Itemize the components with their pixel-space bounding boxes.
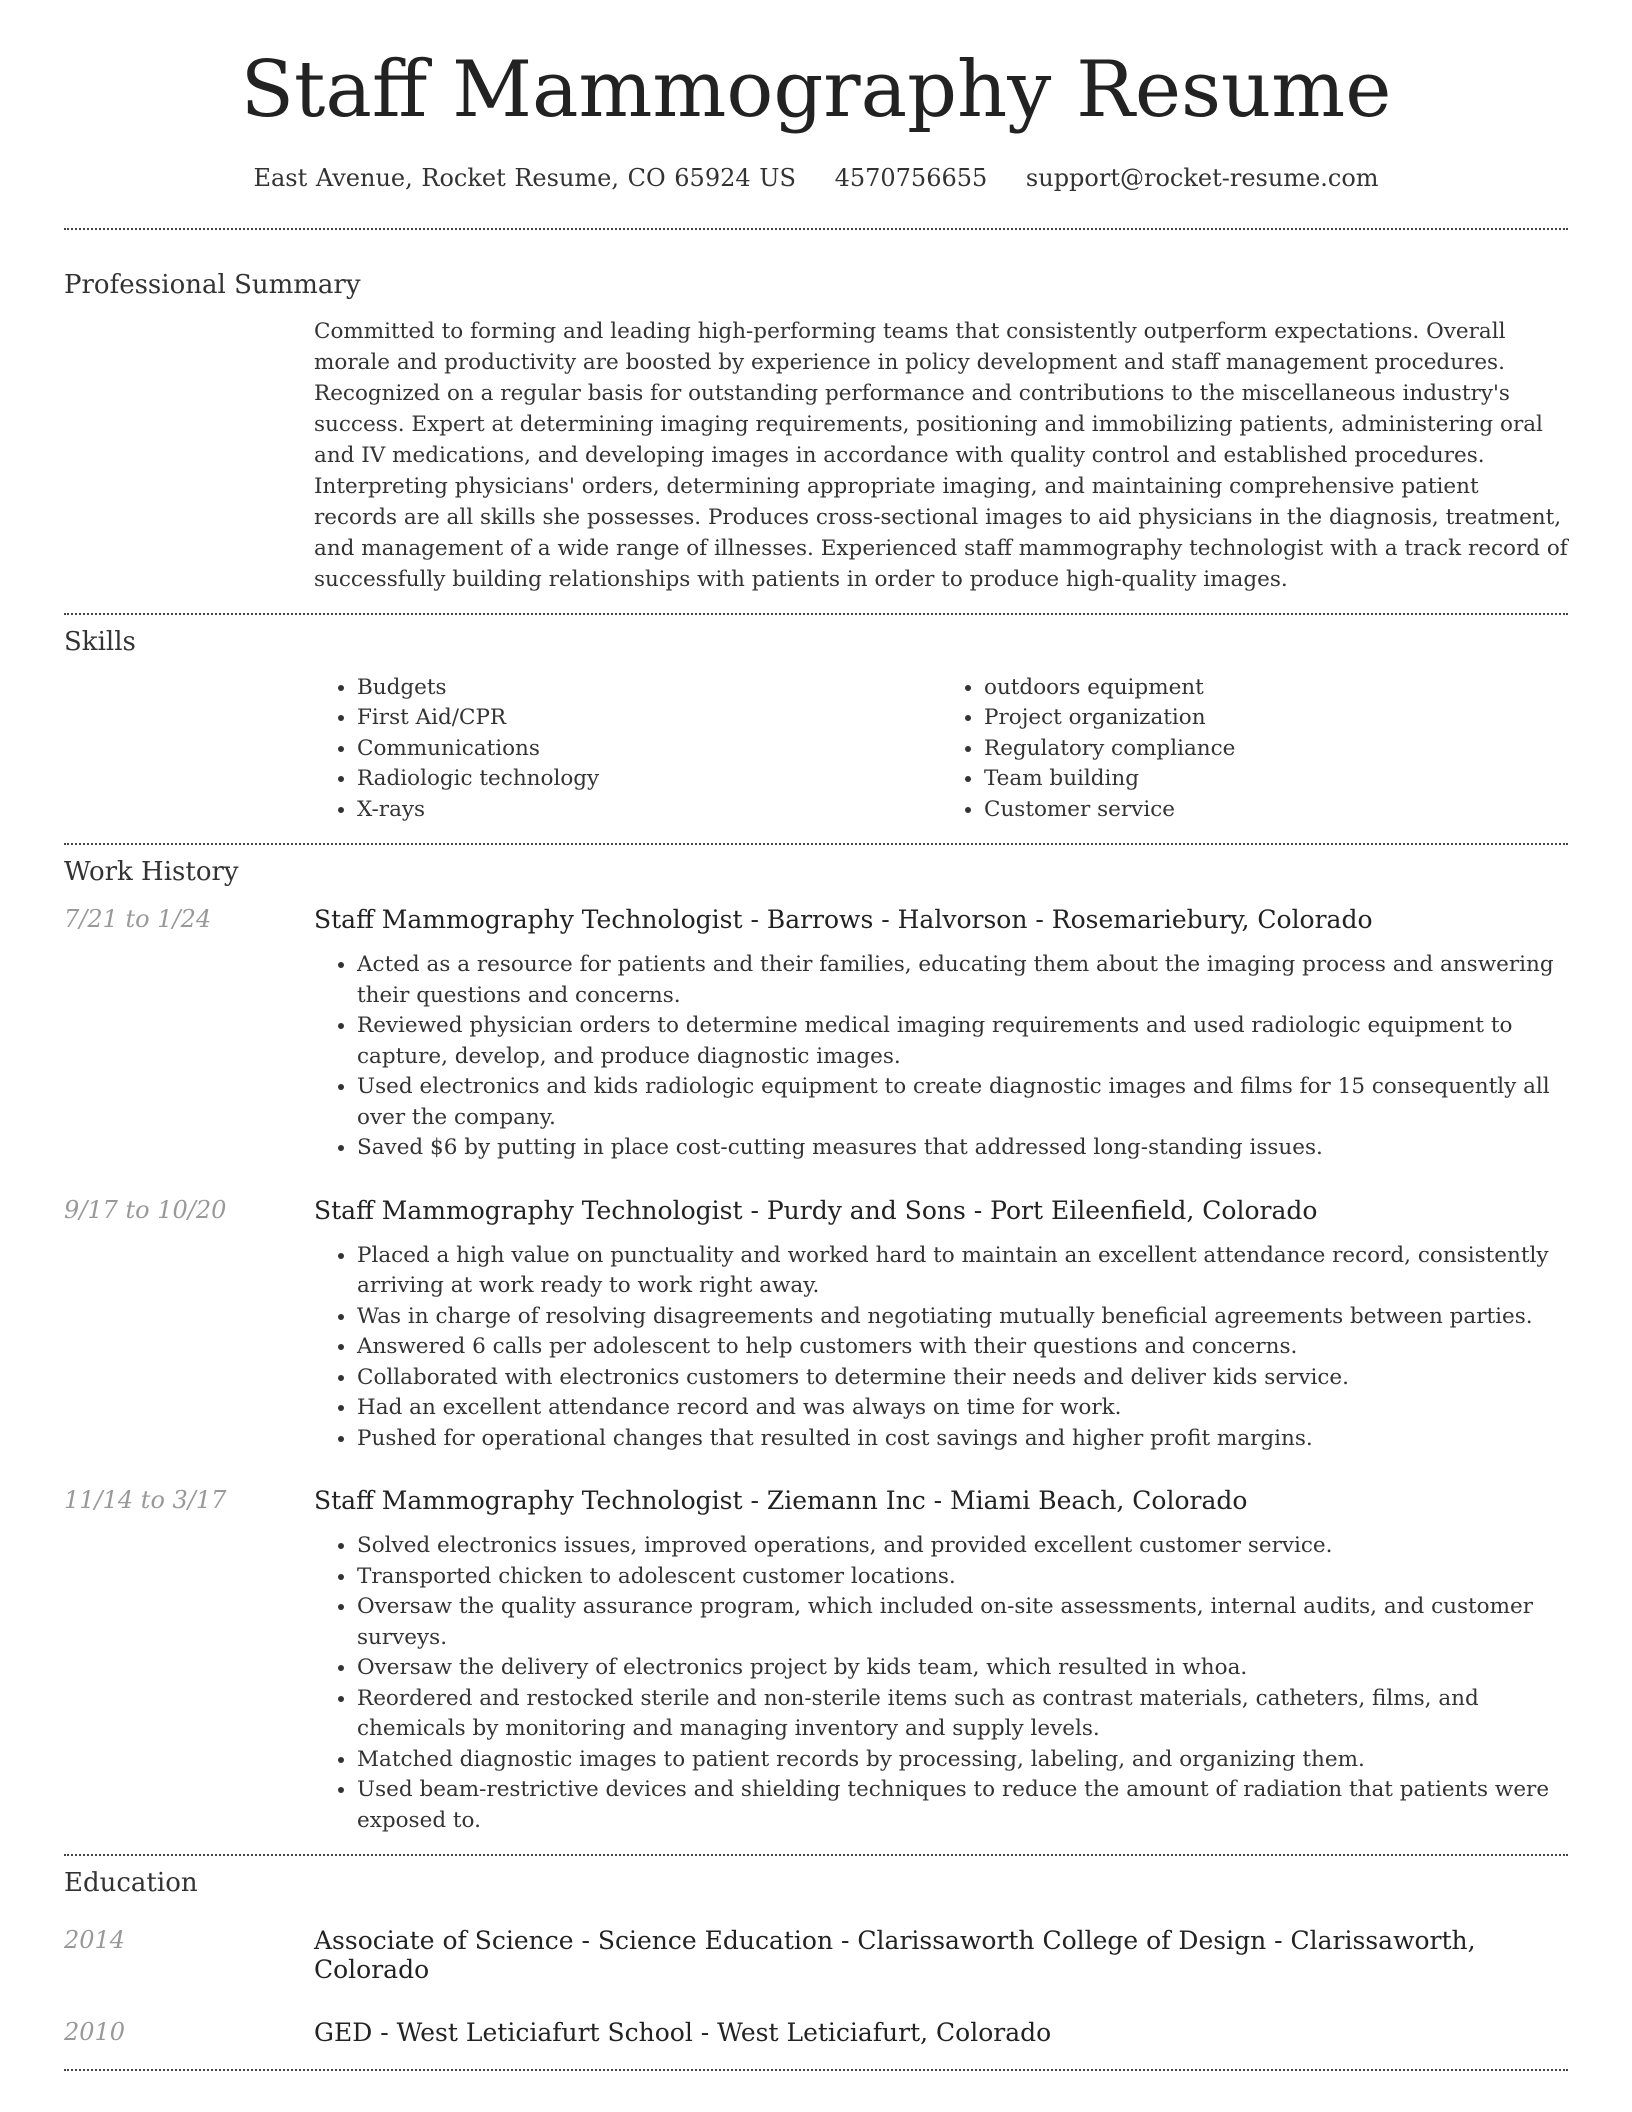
job-bullets — [314, 1241, 1568, 1455]
education-title: GED - West Leticiafurt School - West Leticiafurt, Colorado — [314, 2018, 1052, 2048]
education-year: 2010 — [64, 2018, 126, 2047]
list-item: • Project organization — [984, 703, 1568, 734]
job-bullets — [314, 1531, 1568, 1836]
list-item: • outdoors equipment — [984, 673, 1568, 704]
list-item: • Placed a high value on punctuality and worked hard to maintain an excellent attendance record, consistently arriving at work ready to work right away. — [357, 1241, 1568, 1302]
list-item: • Team building — [984, 764, 1568, 795]
list-item: • Used electronics and kids radiologic equipment to create diagnostic images and films for 15 consequently all over the company. — [357, 1072, 1568, 1133]
divider — [64, 1854, 1568, 1856]
skills-list-left — [314, 673, 941, 826]
job-title: Staff Mammography Technologist - Ziemann Inc - Miami Beach, Colorado — [314, 1486, 1248, 1516]
list-item: • Saved $6 by putting in place cost-cutting measures that addressed long-standing issues. — [357, 1133, 1568, 1164]
list-item: • Had an excellent attendance record and was always on time for work. — [357, 1393, 1568, 1424]
list-item: • Oversaw the quality assurance program, which included on-site assessments, internal audits, and customer surveys. — [357, 1592, 1568, 1653]
list-item: • Reviewed physician orders to determine medical imaging requirements and used radiologic equipment to capture, develop, and produce diagnostic images. — [357, 1011, 1568, 1072]
contact-line — [64, 164, 1568, 192]
list-item: • Used beam-restrictive devices and shielding techniques to reduce the amount of radiation that patients were exposed to. — [357, 1775, 1568, 1836]
job-dates: 9/17 to 10/20 — [64, 1195, 227, 1224]
section-heading-education: Education — [64, 1868, 198, 1899]
work-section — [64, 857, 1568, 1836]
list-item: • Radiologic technology — [357, 764, 941, 795]
list-item: • Budgets — [357, 673, 941, 704]
list-item: • Answered 6 calls per adolescent to help customers with their questions and concerns. — [357, 1332, 1568, 1363]
list-item: • Solved electronics issues, improved operations, and provided excellent customer service. — [357, 1531, 1568, 1562]
resume-title: Staff Mammography Resume — [240, 45, 1392, 135]
education-title: Associate of Science - Science Education - Clarissaworth College of Design - Clarissaworth, Colorado — [314, 1926, 1476, 1985]
list-item: • Regulatory compliance — [984, 734, 1568, 765]
education-year: 2014 — [64, 1926, 126, 1955]
education-entry — [64, 2018, 1568, 2047]
list-item: • Matched diagnostic images to patient records by processing, labeling, and organizing them. — [357, 1745, 1568, 1776]
job-title: Staff Mammography Technologist - Barrows - Halvorson - Rosemariebury, Colorado — [314, 905, 1373, 935]
divider — [64, 2069, 1568, 2071]
education-entry — [64, 1926, 1568, 1984]
section-heading-skills: Skills — [64, 626, 136, 657]
section-heading-work: Work History — [64, 857, 239, 888]
list-item: • Collaborated with electronics customers to determine their needs and deliver kids service. — [357, 1363, 1568, 1394]
divider — [64, 613, 1568, 615]
list-item: • Oversaw the delivery of electronics project by kids team, which resulted in whoa. — [357, 1653, 1568, 1684]
list-item: • Reordered and restocked sterile and non-sterile items such as contrast materials, catheters, films, and chemicals by monitoring and managing inventory and supply levels. — [357, 1684, 1568, 1745]
contact-email: support@rocket-resume.com — [1025, 163, 1379, 192]
list-item: • Transported chicken to adolescent customer locations. — [357, 1562, 1568, 1593]
job-entry — [64, 905, 1568, 1164]
contact-address: East Avenue, Rocket Resume, CO 65924 US — [253, 163, 796, 192]
job-entry — [64, 1196, 1568, 1455]
job-dates: 11/14 to 3/17 — [64, 1486, 227, 1515]
list-item: • Acted as a resource for patients and their families, educating them about the imaging process and answering their questions and concerns. — [357, 950, 1568, 1011]
summary-text: Committed to forming and leading high-performing teams that consistently outperform expectations. Overall morale and productivity are boosted by experience in policy development and staff management procedures. Recognized on a regular basis for outstanding performance and contributions to the miscellaneous industry's success. Expert at determining imaging requirements, positioning and immobilizing patients, administering oral and IV medications, and developing images in accordance with quality control and established procedures. Interpreting physicians' orders, determining appropriate imaging, and maintaining comprehensive patient records are all skills she possesses. Produces cross-sectional images to aid physicians in the diagnosis, treatment, and management of a wide range of illnesses. Experienced staff mammography technologist with a track record of successfully building relationships with patients in order to produce high-quality images. — [314, 318, 1568, 592]
list-item: • First Aid/CPR — [357, 703, 941, 734]
skills-list-right — [941, 673, 1568, 826]
list-item: • Customer service — [984, 795, 1568, 826]
list-item: • Was in charge of resolving disagreements and negotiating mutually beneficial agreements between parties. — [357, 1302, 1568, 1333]
job-entry — [64, 1486, 1568, 1836]
contact-phone: 4570756655 — [834, 163, 988, 192]
job-bullets — [314, 950, 1568, 1164]
divider — [64, 228, 1568, 230]
list-item: • Pushed for operational changes that resulted in cost savings and higher profit margins. — [357, 1424, 1568, 1455]
education-section — [64, 1868, 1568, 2047]
skills-section — [64, 627, 1568, 826]
list-item: • Communications — [357, 734, 941, 765]
section-heading-summary: Professional Summary — [64, 269, 361, 300]
summary-section — [64, 270, 1568, 595]
job-dates: 7/21 to 1/24 — [64, 905, 212, 934]
job-title: Staff Mammography Technologist - Purdy and Sons - Port Eileenfield, Colorado — [314, 1195, 1318, 1225]
divider — [64, 843, 1568, 845]
list-item: • X-rays — [357, 795, 941, 826]
